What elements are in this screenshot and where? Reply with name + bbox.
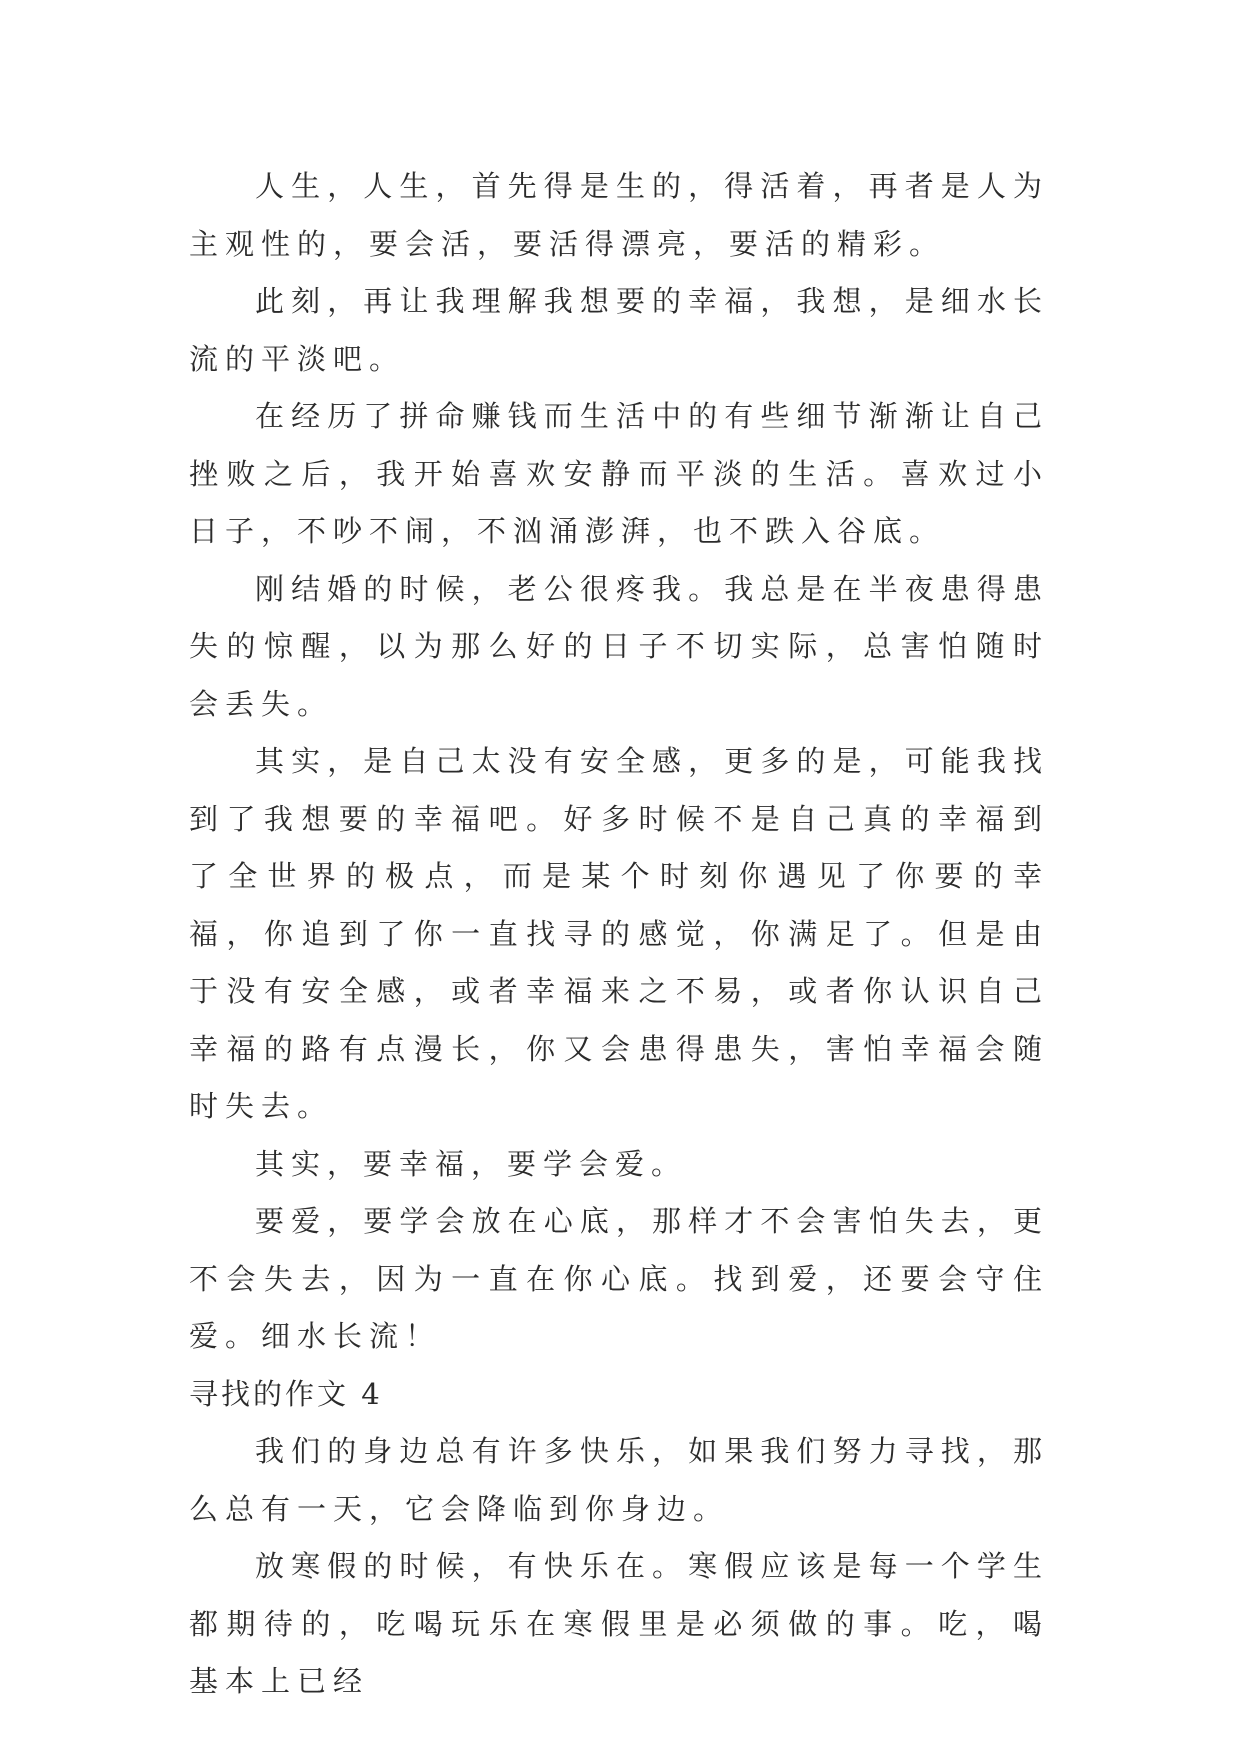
paragraph: 刚结婚的时候，老公很疼我。我总是在半夜患得患失的惊醒，以为那么好的日子不切实际，总害怕随时会丢失。: [189, 571, 1049, 721]
paragraph: 其实，是自己太没有安全感，更多的是，可能我找到了我想要的幸福吧。好多时候不是自己真的幸福到了全世界的极点，而是某个时刻你遇见了你要的幸福，你追到了你一直找寻的感觉，你满足了。但是由于没有安全感，或者幸福来之不易，或者你认识自己幸福的路有点漫长，你又会患得患失，害怕幸福会随时失去。: [189, 744, 1049, 1123]
paragraph: 要爱，要学会放在心底，那样才不会害怕失去，更不会失去，因为一直在你心底。找到爱，还要会守住爱。细水长流！: [189, 1204, 1049, 1353]
paragraph: 我们的身边总有许多快乐，如果我们努力寻找，那么总有一天，它会降临到你身边。: [189, 1434, 1049, 1526]
document-body: [189, 158, 1049, 1711]
paragraph: 此刻，再让我理解我想要的幸福，我想，是细水长流的平淡吧。: [189, 284, 1049, 376]
paragraph: 其实，要幸福，要学会爱。: [255, 1146, 688, 1181]
paragraph: 放寒假的时候，有快乐在。寒假应该是每一个学生都期待的，吃喝玩乐在寒假里是必须做的事。吃，喝基本上已经: [189, 1549, 1049, 1698]
paragraph: 人生，人生，首先得是生的，得活着，再者是人为主观性的，要会活，要活得漂亮，要活的精彩。: [189, 169, 1049, 261]
section-heading: 寻找的作文 4: [189, 1376, 383, 1411]
paragraph: 在经历了拼命赚钱而生活中的有些细节渐渐让自己挫败之后，我开始喜欢安静而平淡的生活。喜欢过小日子，不吵不闹，不汹涌澎湃，也不跌入谷底。: [189, 399, 1049, 548]
